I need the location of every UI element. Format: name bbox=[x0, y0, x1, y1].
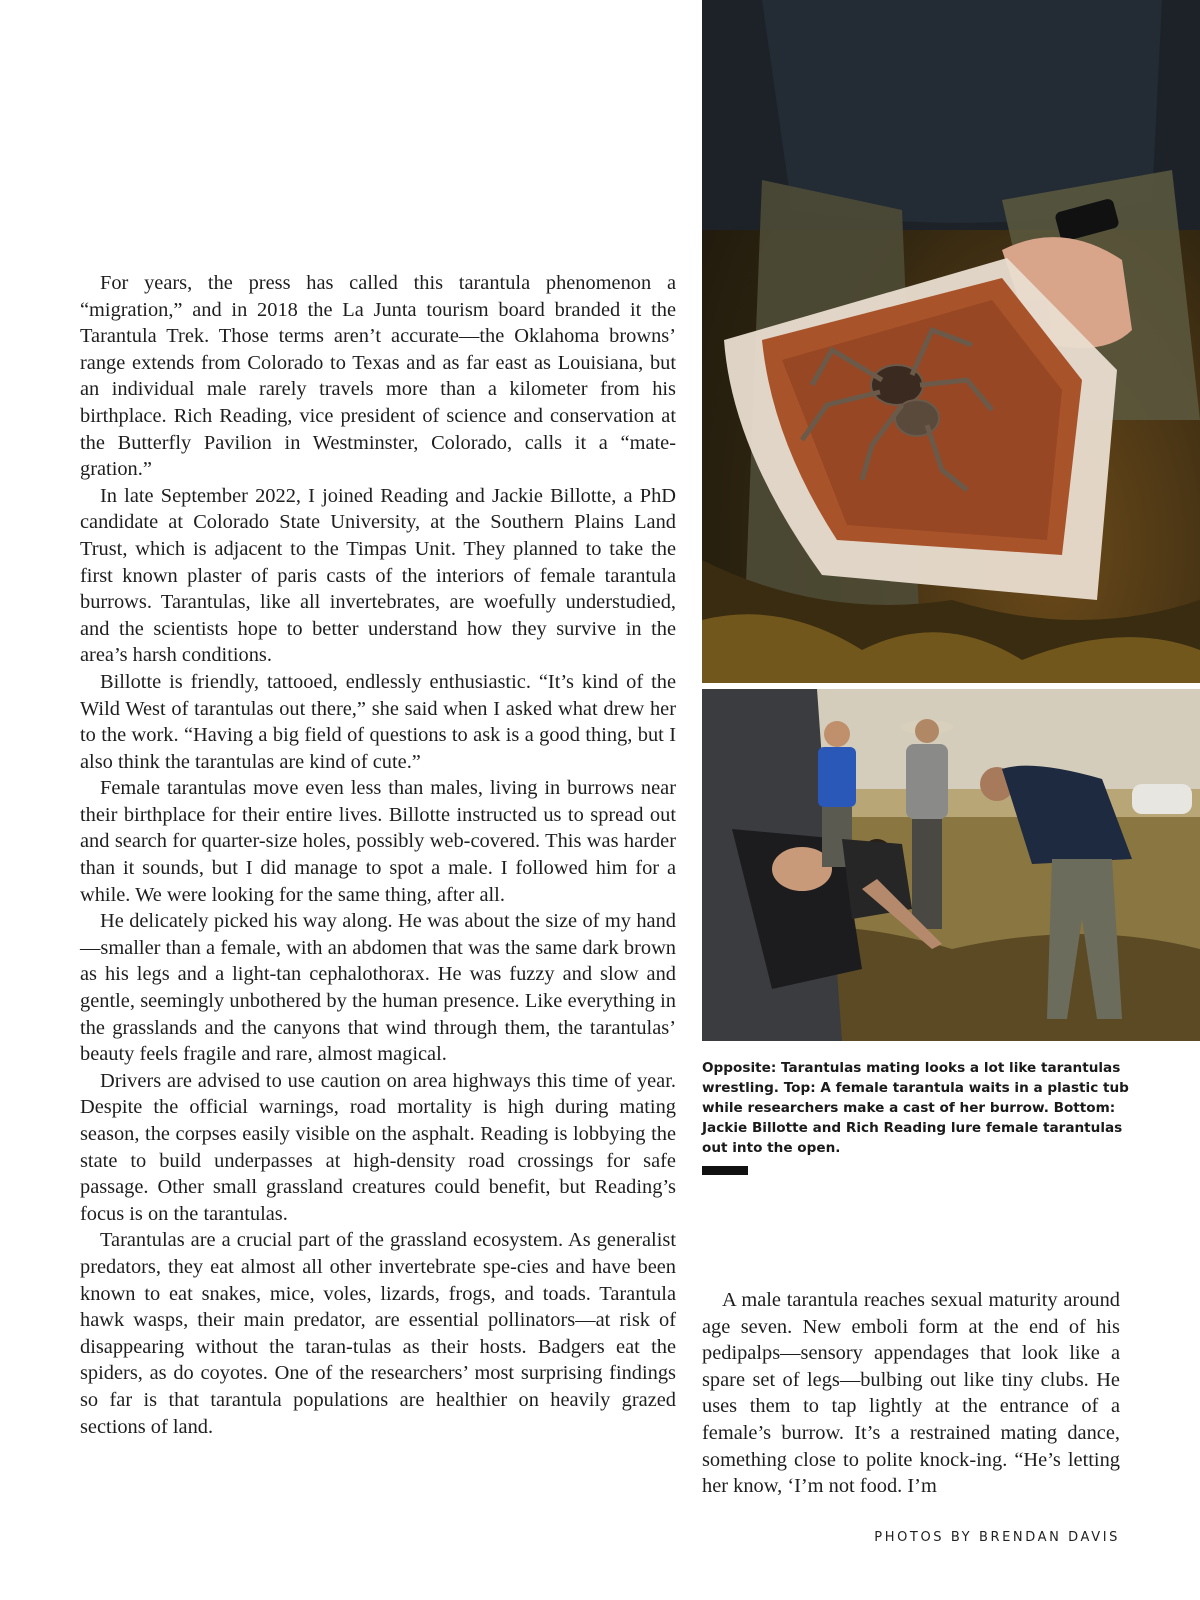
article-paragraph: For years, the press has called this tarantula phenomenon a “migration,” and in 2018 the La Junta tourism board branded it the Tarantula Trek. Those terms aren’t accurate—the Oklahoma browns’ range extends from Colorado to Texas and as far east as Louisiana, but an individual male rarely travels more than a kilometer from his birthplace. Rich Reading, vice president of science and conservation at the Butterfly Pavilion in Westminster, Colorado, calls it a “mate-gration.” bbox=[80, 272, 676, 481]
article-paragraph: Drivers are advised to use caution on area highways this time of year. Despite the official warnings, road mortality is high during mating season, the corpses easily visible on the asphalt. Reading is lobbying the state to build underpasses at high-density road crossings for safe passage. Other small grassland creatures could benefit, but Reading’s focus is on the tarantulas. bbox=[80, 1069, 676, 1225]
photo-caption: Opposite: Tarantulas mating looks a lot like tarantulas wrestling. Top: A female tarantula waits in a plastic tub while researchers make a cast of her burrow. Bottom: Jackie Billotte and Rich Reading lure female tarantulas out into the open. bbox=[702, 1060, 1129, 1156]
article-paragraph: Female tarantulas move even less than males, living in burrows near their birthplace for their entire lives. Billotte instructed us to spread out and search for quarter-size holes, possibly web-covered. This was harder than it sounds, but I did manage to spot a male. I followed him for a while. We were looking for the same thing, after all. bbox=[80, 777, 676, 906]
article-paragraph: In late September 2022, I joined Reading and Jackie Billotte, a PhD candidate at Colorado State University, at the Southern Plains Land Trust, which is adjacent to the Timpas Unit. They planned to take the first known plaster of paris casts of the interiors of female tarantula burrows. Tarantulas, like all invertebrates, are woefully understudied, and the scientists hope to better understand how they survive in the area’s harsh conditions. bbox=[80, 484, 676, 667]
article-column-left bbox=[80, 270, 676, 1440]
photo-researchers-in-field bbox=[702, 689, 1200, 1041]
article-paragraph: He delicately picked his way along. He was about the size of my hand—smaller than a female, with an abdomen that was the same dark brown as his legs and a light-tan cephalothorax. He was fuzzy and slow and gentle, seemingly unbothered by the human presence. Like everything in the grasslands and the canyons that wind through them, the tarantulas’ beauty feels fragile and rare, almost magical. bbox=[80, 910, 676, 1066]
caption-rule bbox=[702, 1166, 748, 1175]
article-paragraph-continued: A male tarantula reaches sexual maturity around age seven. New emboli form at the end of his pedipalps—sensory appendages that look like a spare set of legs—bulbing out like tiny clubs. He uses them to tap lightly at the entrance of a female’s burrow. It’s a restrained mating dance, something close to polite knock-ing. “He’s letting her know, ‘I’m not food. I’m bbox=[702, 1289, 1120, 1498]
photo-tarantula-in-tub bbox=[702, 0, 1200, 683]
photo-credit: PHOTOS BY BRENDAN DAVIS bbox=[874, 1530, 1120, 1545]
researchers-field-illustration bbox=[702, 689, 1200, 1041]
article-column-right bbox=[702, 1287, 1120, 1500]
article-paragraph: Billotte is friendly, tattooed, endlessly enthusiastic. “It’s kind of the Wild West of tarantulas out there,” she said when I asked what drew her to the work. “Having a big field of questions to ask is a good thing, but I also think the tarantulas are kind of cute.” bbox=[80, 670, 676, 773]
article-paragraph: Tarantulas are a crucial part of the grassland ecosystem. As generalist predators, they eat almost all other invertebrate spe-cies and have been known to eat snakes, mice, voles, lizards, frogs, and toads. Tarantula hawk wasps, their main predator, are essential pollinators—at risk of disappearing without the taran-tulas as their hosts. Badgers eat the spiders, as do coyotes. One of the researchers’ most surprising findings so far is that tarantula populations are healthier on heavily grazed sections of land. bbox=[80, 1229, 676, 1438]
tarantula-tub-illustration bbox=[702, 0, 1200, 683]
